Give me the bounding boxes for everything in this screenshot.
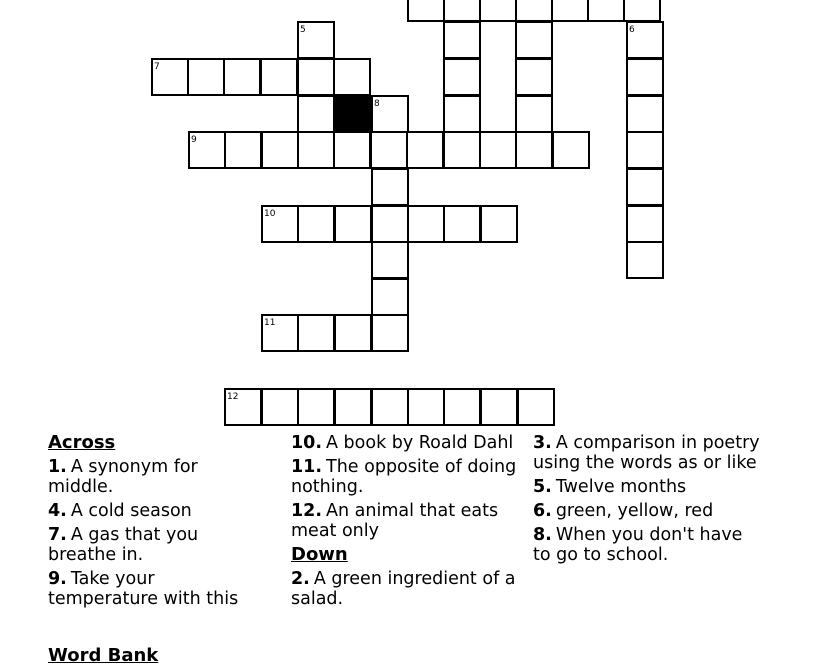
clue-number: 11. (291, 457, 323, 477)
crossword-cell[interactable] (298, 59, 334, 95)
cell-number: 5 (300, 25, 306, 35)
down-clue-5 (533, 477, 763, 497)
clue-number: 10. (291, 433, 323, 453)
clue-number: 4. (48, 501, 67, 521)
crossword-cell[interactable] (335, 206, 371, 242)
crossword-cell[interactable] (335, 389, 371, 425)
crossword-cell[interactable] (372, 242, 408, 278)
crossword-cell[interactable] (516, 59, 552, 95)
crossword-cell[interactable] (627, 242, 663, 278)
crossword-cell[interactable] (516, 132, 552, 168)
crossword-cell[interactable] (372, 315, 408, 351)
cell-number: 9 (191, 135, 197, 145)
cell-number: 6 (629, 25, 635, 35)
crossword-cell[interactable] (334, 59, 370, 95)
clue-number: 1. (48, 457, 67, 477)
crossword-cell[interactable] (444, 206, 480, 242)
cell-number: 7 (154, 62, 160, 72)
crossword-cell[interactable] (480, 132, 516, 168)
crossword-cell[interactable] (552, 0, 588, 21)
crossword-cell[interactable] (371, 132, 407, 168)
crossword-cell[interactable] (518, 389, 554, 425)
crossword-cell[interactable] (516, 96, 552, 132)
crossword-cell[interactable] (262, 389, 298, 425)
crossword-cell[interactable] (627, 132, 663, 168)
clue-column-2 (291, 433, 521, 613)
clue-text: When you don't have to go to school. (533, 525, 743, 565)
crossword-cell[interactable] (516, 0, 552, 21)
black-square (335, 96, 371, 132)
crossword-cell[interactable] (480, 0, 516, 21)
cell-number: 10 (264, 209, 276, 219)
crossword-cell[interactable] (588, 0, 624, 21)
crossword-cell[interactable] (261, 59, 297, 95)
crossword-cell[interactable] (372, 279, 408, 315)
crossword-cell[interactable] (188, 59, 224, 95)
clue-number: 9. (48, 569, 67, 589)
crossword-cell[interactable] (444, 0, 480, 21)
down-heading: Down (291, 544, 348, 565)
clue-text: A synonym for middle. (48, 457, 198, 497)
crossword-cell[interactable] (335, 315, 371, 351)
clue-column-1 (48, 433, 263, 613)
across-clue-4 (48, 501, 263, 521)
crossword-cell[interactable] (334, 132, 370, 168)
across-clue-9 (48, 569, 263, 609)
clue-number: 7. (48, 525, 67, 545)
crossword-cell[interactable] (372, 169, 408, 205)
crossword-cell[interactable] (627, 59, 663, 95)
clue-column-3 (533, 433, 763, 569)
crossword-cell[interactable] (224, 59, 260, 95)
crossword-cell[interactable] (372, 389, 408, 425)
crossword-cell[interactable] (444, 132, 480, 168)
crossword-cell[interactable] (444, 59, 480, 95)
clue-text: A comparison in poetry using the words as or like (533, 433, 760, 473)
clue-text: An animal that eats meat only (291, 501, 499, 541)
across-clue-7 (48, 525, 263, 565)
crossword-cell[interactable] (627, 96, 663, 132)
across-clue-12 (291, 501, 521, 541)
crossword-cell[interactable] (481, 389, 517, 425)
clue-text: The opposite of doing nothing. (291, 457, 517, 497)
down-clue-2 (291, 569, 521, 609)
crossword-cell[interactable] (444, 389, 480, 425)
clue-text: Take your temperature with this (48, 569, 239, 609)
crossword-cell[interactable] (444, 96, 480, 132)
crossword-cell[interactable] (553, 132, 589, 168)
across-clue-11 (291, 457, 521, 497)
clue-text: A cold season (70, 501, 192, 521)
down-clue-6 (533, 501, 763, 521)
crossword-cell[interactable] (298, 315, 334, 351)
crossword-cell[interactable] (624, 0, 660, 21)
clue-number: 8. (533, 525, 552, 545)
clue-number: 6. (533, 501, 552, 521)
crossword-cell[interactable] (262, 132, 298, 168)
crossword-cell[interactable] (225, 132, 261, 168)
crossword-cell[interactable] (408, 206, 444, 242)
crossword-cell[interactable] (516, 22, 552, 58)
crossword-cell[interactable] (298, 206, 334, 242)
crossword-cell[interactable] (481, 206, 517, 242)
clue-text: A book by Roald Dahl (326, 433, 514, 453)
crossword-cell[interactable] (444, 22, 480, 58)
clue-number: 2. (291, 569, 310, 589)
across-clue-10 (291, 433, 521, 453)
clue-number: 5. (533, 477, 552, 497)
crossword-cell[interactable] (408, 0, 444, 21)
crossword-cell[interactable] (407, 132, 443, 168)
across-clue-1 (48, 457, 263, 497)
clue-text: A green ingredient of a salad. (291, 569, 516, 609)
down-clue-8 (533, 525, 763, 565)
crossword-cell[interactable] (408, 389, 444, 425)
cell-number: 12 (227, 392, 239, 402)
crossword-cell[interactable] (298, 389, 334, 425)
cell-number: 11 (264, 318, 276, 328)
crossword-cell[interactable] (627, 169, 663, 205)
clue-text: A gas that you breathe in. (48, 525, 199, 565)
crossword-cell[interactable] (298, 132, 334, 168)
across-heading: Across (48, 432, 116, 453)
cell-number: 8 (374, 99, 380, 109)
clue-number: 12. (291, 501, 323, 521)
word-bank-heading: Word Bank (48, 645, 159, 666)
clue-text: Twelve months (555, 477, 687, 497)
crossword-cell[interactable] (372, 206, 408, 242)
crossword-cell[interactable] (627, 206, 663, 242)
down-clue-3 (533, 433, 763, 473)
clue-text: green, yellow, red (555, 501, 714, 521)
crossword-cell[interactable] (298, 96, 334, 132)
clue-number: 3. (533, 433, 552, 453)
